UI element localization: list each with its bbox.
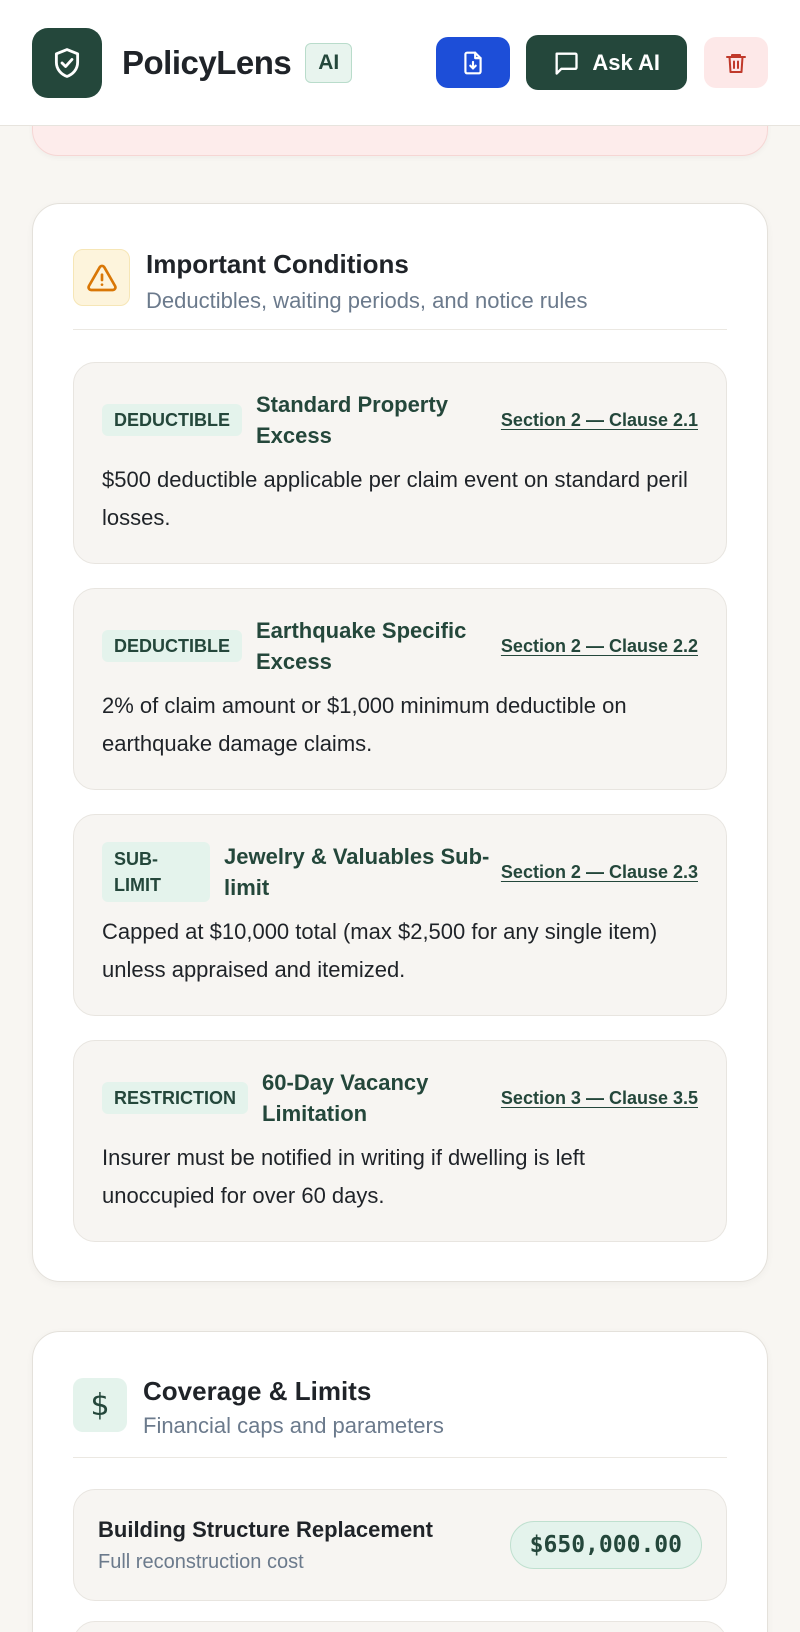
app-logo[interactable] [32, 28, 102, 98]
condition-description: $500 deductible applicable per claim event on standard peril losses. [102, 467, 688, 530]
condition-title: Earthquake Specific Excess [256, 618, 467, 674]
ai-badge: AI [305, 43, 352, 83]
conditions-card [32, 203, 768, 1282]
shield-check-icon [50, 46, 84, 80]
condition-description: 2% of claim amount or $1,000 minimum deductible on earthquake damage claims. [102, 693, 627, 756]
app-name: PolicyLens [122, 43, 292, 81]
file-download-icon [460, 50, 486, 76]
condition-item [73, 1040, 727, 1242]
coverage-header [73, 1332, 727, 1458]
condition-tag: DEDUCTIBLE [102, 404, 242, 436]
trash-icon [724, 50, 748, 76]
limit-value-badge: $650,000.00 [510, 1521, 702, 1569]
condition-tag: DEDUCTIBLE [102, 630, 242, 662]
coverage-icon-box [73, 1378, 127, 1432]
condition-title: Standard Property Excess [256, 392, 448, 448]
limit-item-partial [73, 1621, 727, 1632]
delete-button[interactable] [704, 37, 768, 88]
clause-reference-link[interactable]: Section 3 — Clause 3.5 [500, 1087, 698, 1108]
limit-subtext: Full reconstruction cost [98, 1550, 304, 1573]
clause-reference-link[interactable]: Section 2 — Clause 2.3 [500, 861, 698, 882]
limit-name: Building Structure Replacement [98, 1516, 433, 1542]
coverage-subtitle: Financial caps and parameters [143, 1413, 444, 1438]
condition-tag: SUB-LIMIT [102, 842, 210, 902]
conditions-header [73, 204, 727, 330]
condition-description: Capped at $10,000 total (max $2,500 for any single item) unless appraised and itemized. [102, 919, 658, 982]
export-button[interactable] [436, 37, 510, 88]
condition-title: Jewelry & Valuables Sub-limit [224, 844, 490, 900]
header-actions [436, 35, 768, 90]
limit-item [73, 1489, 727, 1601]
conditions-icon-box [73, 249, 130, 306]
conditions-title: Important Conditions [146, 249, 409, 279]
condition-description: Insurer must be notified in writing if dwelling is left unoccupied for over 60 days. [102, 1145, 585, 1208]
coverage-title: Coverage & Limits [143, 1376, 372, 1406]
ask-ai-label: Ask AI [592, 49, 660, 75]
condition-item [73, 362, 727, 564]
condition-item [73, 814, 727, 1016]
ask-ai-button[interactable] [526, 35, 687, 90]
condition-title: 60-Day Vacancy Limitation [262, 1070, 429, 1126]
clause-reference-link[interactable]: Section 2 — Clause 2.1 [500, 409, 698, 430]
warning-triangle-icon [86, 262, 118, 294]
condition-item [73, 588, 727, 790]
condition-tag: RESTRICTION [102, 1082, 248, 1114]
dollar-icon: $ [90, 1387, 110, 1423]
clause-reference-link[interactable]: Section 2 — Clause 2.2 [500, 635, 698, 656]
chat-bubble-icon [552, 49, 580, 77]
conditions-subtitle: Deductibles, waiting periods, and notice rules [146, 288, 588, 313]
app-header [0, 0, 800, 126]
coverage-card [32, 1331, 768, 1632]
